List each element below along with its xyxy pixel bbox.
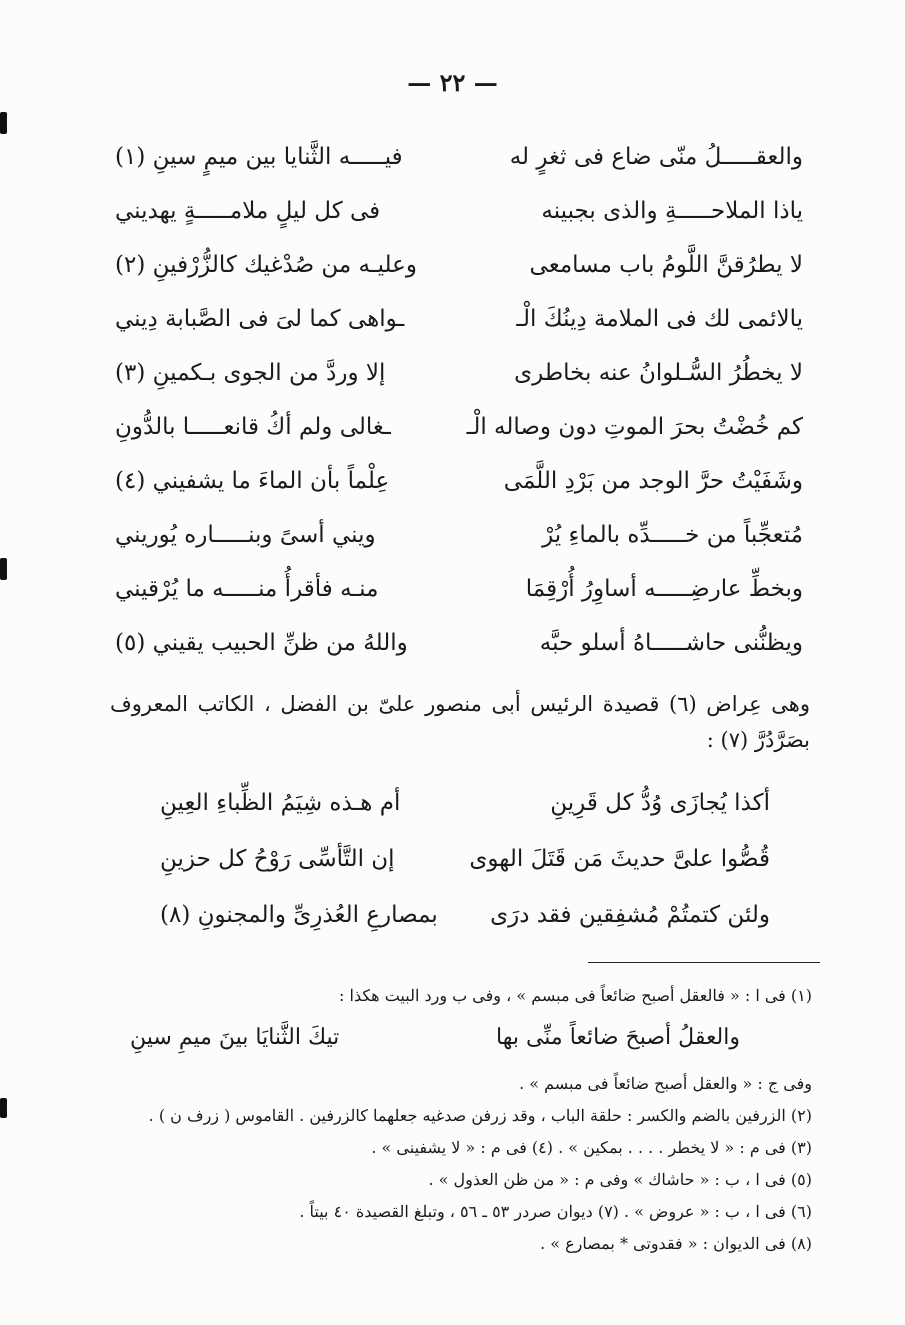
prose-paragraph: وهى عِراض (٦) قصيدة الرئيس أبى منصور علىّ بن الفضل ، الكاتب المعروف بصَرَّدُرَّ (٧) : [110,692,810,752]
verse-line [160,776,770,830]
verse-line [115,616,803,670]
verse-second-hemistich: وعليـه من صُدْغيك كالزُّرْفينِ (٢) [115,252,418,278]
verse-line [115,346,803,400]
verse-line [160,832,770,886]
verse-first-hemistich: أكذا يُجازَى وُدُّ كل قَرِينِ [550,790,770,816]
verse-line [115,130,803,184]
footnote-1b: وفى ج : « والعقل أصبح ضائعاً فى مبسم » . [519,1074,812,1093]
verse-first-hemistich: كم خُضْتُ بحرَ الموتِ دون وصاله الْـ [466,414,803,440]
verse-line [115,238,803,292]
scan-margin-mark [0,112,7,134]
verse-line [115,292,803,346]
verse-first-hemistich: لا يخطُرُ السُّـلوانُ عنه بخاطرى [514,360,803,386]
verse-first-hemistich: مُتعجِّباً من خـــــدِّه بالماءِ يُرْ [542,522,803,548]
verse-second-hemistich: ـواهى كما لىَ فى الصَّبابة دِيني [115,306,405,332]
scan-margin-mark [0,558,7,580]
verse-first-hemistich: ويظنُّنى حاشـــــاهُ أسلو حبَّه [539,630,803,656]
verse-first-hemistich: ولئن كتمتُمْ مُشفِقين فقد درَى [490,902,770,928]
verse-line [160,888,770,942]
footnote-verse [130,1016,740,1060]
verse-second-hemistich: عِلْماً بأن الماءَ ما يشفيني (٤) [115,468,390,494]
verse-first-hemistich: والعقـــــلُ منّى ضاع فى ثغرٍ له [509,144,803,170]
verse-first-hemistich: لا يطرُقنَّ اللَّومُ باب مسامعى [529,252,803,278]
verse-second-hemistich: ويني أسىً وبنـــــاره يُوريني [115,522,376,548]
verse-first-hemistich: يالائمى لك فى الملامة دِينُكَ الْـ [516,306,803,332]
verse-second-hemistich: تيكَ الثَّنايَا بينَ ميمِ سينِ [130,1025,340,1050]
footnote-5: (٥) فى ا ، ب : « حاشاك » وفى م : « من ظن العذول » . [428,1170,812,1189]
page-number: — ٢٢ — [407,68,498,97]
verse-line [115,400,803,454]
verse-second-hemistich: فى كل ليلٍ ملامـــــةٍ يهديني [115,198,381,224]
verse-line [115,184,803,238]
verse-second-hemistich: إن التَّأسِّى رَوْحُ كل حزينِ [160,846,395,872]
verse-second-hemistich: فيـــــه الثَّنايا بين ميمٍ سينِ (١) [115,144,403,170]
verse-second-hemistich: أم هـذه شِيَمُ الظِّباءِ العِينِ [160,790,401,816]
verse-second-hemistich: ـغالى ولم أكُ قانعـــــا بالدُّونِ [115,414,391,440]
verse-second-hemistich: واللهُ من ظنِّ الحبيب يقيني (٥) [115,630,408,656]
verse-second-hemistich: منـه فأقرأُ منـــــه ما يُرْقيني [115,576,379,602]
verse-first-hemistich: ياذا الملاحـــــةِ والذى بجبينه [541,198,803,224]
footnote-3-4: (٣) فى م : « لا يخطر . . . . بمكين » . (٤) فى م : « لا يشفينى » . [371,1138,812,1157]
footnote-divider [588,962,820,963]
footnote-6-7: (٦) فى ا ، ب : « عروض » . (٧) ديوان صردر ٥٣ ـ ٥٦ ، وتبلغ القصيدة ٤٠ بيتاً . [299,1202,812,1221]
footnote-1a: (١) فى ا : « فالعقل أصبح ضائعاً فى مبسم » ، وفى ب ورد البيت هكذا : [339,986,812,1005]
verse-first-hemistich: وشَفَيْتُ حرَّ الوجد من بَرْدِ اللَّمَى [503,468,803,494]
verse-line [115,562,803,616]
verse-first-hemistich: وبخطِّ عارضِـــــه أساوِرُ أُرْقِمَا [525,576,803,602]
footnote-2: (٢) الزرفين بالضم والكسر : حلقة الباب ، وقد زرفن صدغيه جعلهما كالزرفين . القاموس ( زرف ن ) . [148,1106,812,1125]
verse-line [115,508,803,562]
verse-line [115,454,803,508]
footnote-8: (٨) فى الديوان : « فقدوتى * بمصارع » . [540,1234,812,1253]
verse-second-hemistich: إلا وردَّ من الجوى بـكمينِ (٣) [115,360,386,386]
scan-margin-mark [0,1098,7,1118]
verse-first-hemistich: والعقلُ أصبحَ ضائعاً منِّى بها [496,1025,740,1050]
verse-first-hemistich: قُصُّوا علىَّ حديثَ مَن قَتَلَ الهوى [469,846,770,872]
verse-second-hemistich: بمصارعِ العُذرِىِّ والمجنونِ (٨) [160,902,438,928]
